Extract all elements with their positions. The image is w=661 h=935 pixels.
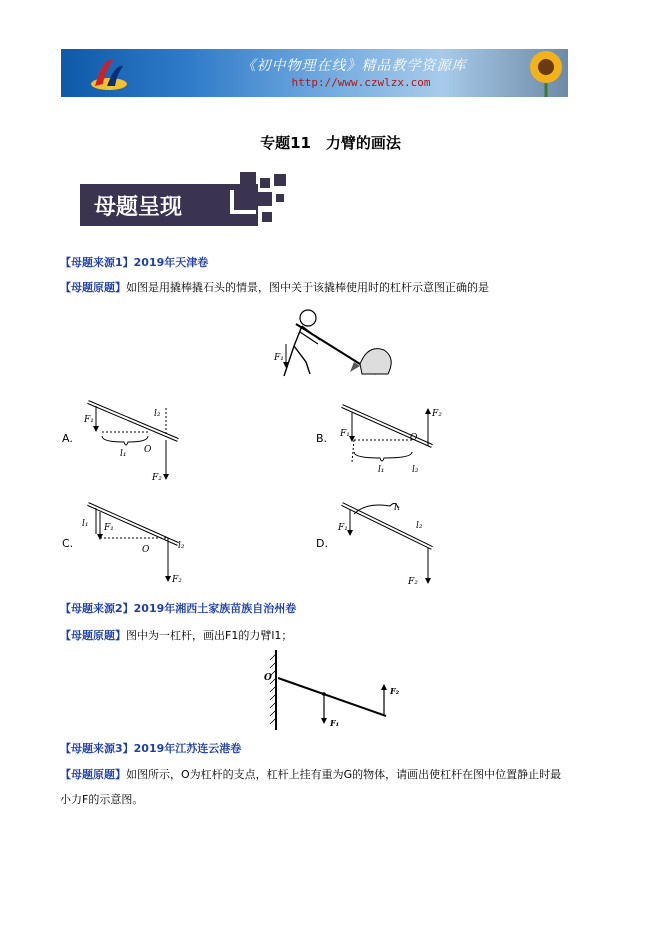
- svg-text:l₂: l₂: [412, 465, 419, 475]
- header-banner: [61, 49, 568, 97]
- svg-text:O: O: [144, 445, 152, 455]
- svg-text:l₁: l₁: [120, 449, 127, 459]
- svg-text:F₂: F₂: [172, 575, 182, 585]
- option-b-label[interactable]: B.: [316, 432, 328, 445]
- q1-source: [60, 254, 208, 270]
- banner-title: 《初中物理在线》精品教学资源库: [241, 58, 467, 74]
- q2-source-tag: 【母题来源2】: [60, 602, 134, 615]
- svg-text:F₂: F₂: [390, 686, 400, 696]
- svg-text:F₁: F₁: [340, 429, 350, 439]
- svg-text:F₂: F₂: [408, 577, 418, 587]
- banner-url[interactable]: http://www.czwlzx.com: [291, 76, 431, 89]
- svg-text:F₁: F₁: [84, 415, 94, 425]
- option-d-figure: [336, 494, 446, 588]
- svg-text:l₂: l₂: [154, 409, 161, 419]
- svg-text:O: O: [410, 433, 418, 443]
- q2-problem-tag: 【母题原题】: [60, 629, 126, 642]
- svg-text:F₁: F₁: [338, 523, 348, 533]
- svg-text:l₁: l₁: [394, 503, 401, 513]
- q1-source-text: 2019年天津卷: [133, 256, 209, 269]
- svg-text:l₁: l₁: [378, 465, 385, 475]
- option-c-label[interactable]: C.: [62, 537, 74, 550]
- option-a-label[interactable]: A.: [62, 432, 73, 445]
- svg-text:O: O: [264, 673, 272, 683]
- svg-text:l₂: l₂: [416, 521, 423, 531]
- svg-text:O: O: [142, 545, 150, 555]
- svg-text:F₁: F₁: [330, 718, 340, 728]
- option-a-figure: [82, 392, 192, 482]
- q3-problem-text-2: 小力F的示意图。: [60, 793, 144, 806]
- q3-problem-cont: [60, 791, 143, 807]
- option-c-figure: [82, 498, 192, 588]
- q3-problem: [60, 766, 561, 782]
- option-d-label[interactable]: D.: [316, 537, 328, 550]
- q3-source: [60, 740, 241, 756]
- svg-text:F₂: F₂: [432, 409, 442, 419]
- q2-problem: [60, 627, 292, 643]
- q3-source-tag: 【母题来源3】: [60, 742, 134, 755]
- svg-text:l₁: l₁: [82, 519, 89, 529]
- svg-text:l₂: l₂: [178, 541, 185, 551]
- q2-problem-text: 图中为一杠杆，画出F1的力臂l1；: [126, 629, 293, 642]
- page-title: 专题11 力臂的画法: [260, 134, 401, 152]
- section-label: 母题呈现: [94, 195, 183, 220]
- svg-text:F₁: F₁: [104, 523, 114, 533]
- q2-source: [60, 600, 296, 616]
- q2-source-text: 2019年湘西土家族苗族自治州卷: [133, 602, 297, 615]
- q1-problem-text: 如图是用撬棒撬石头的情景，图中关于该撬棒使用时的杠杆示意图正确的是: [126, 281, 489, 294]
- sunflower-icon: [516, 49, 568, 97]
- crowbar-scene-figure: [272, 304, 402, 386]
- section-banner: [80, 172, 298, 234]
- option-b-figure: [336, 400, 446, 482]
- q3-source-text: 2019年江苏连云港卷: [133, 742, 242, 755]
- q1-problem: [60, 279, 489, 295]
- q3-problem-tag: 【母题原题】: [60, 768, 126, 781]
- q2-lever-figure: [258, 648, 408, 732]
- svg-text:F₁: F₁: [274, 353, 284, 363]
- q3-problem-text-1: 如图所示，O为杠杆的支点，杠杆上挂有重为G的物体，请画出使杠杆在图中位置静止时最: [126, 768, 562, 781]
- q1-problem-tag: 【母题原题】: [60, 281, 126, 294]
- logo-icon: [89, 54, 129, 92]
- q1-source-tag: 【母题来源1】: [60, 256, 134, 269]
- svg-text:F₂: F₂: [152, 473, 162, 482]
